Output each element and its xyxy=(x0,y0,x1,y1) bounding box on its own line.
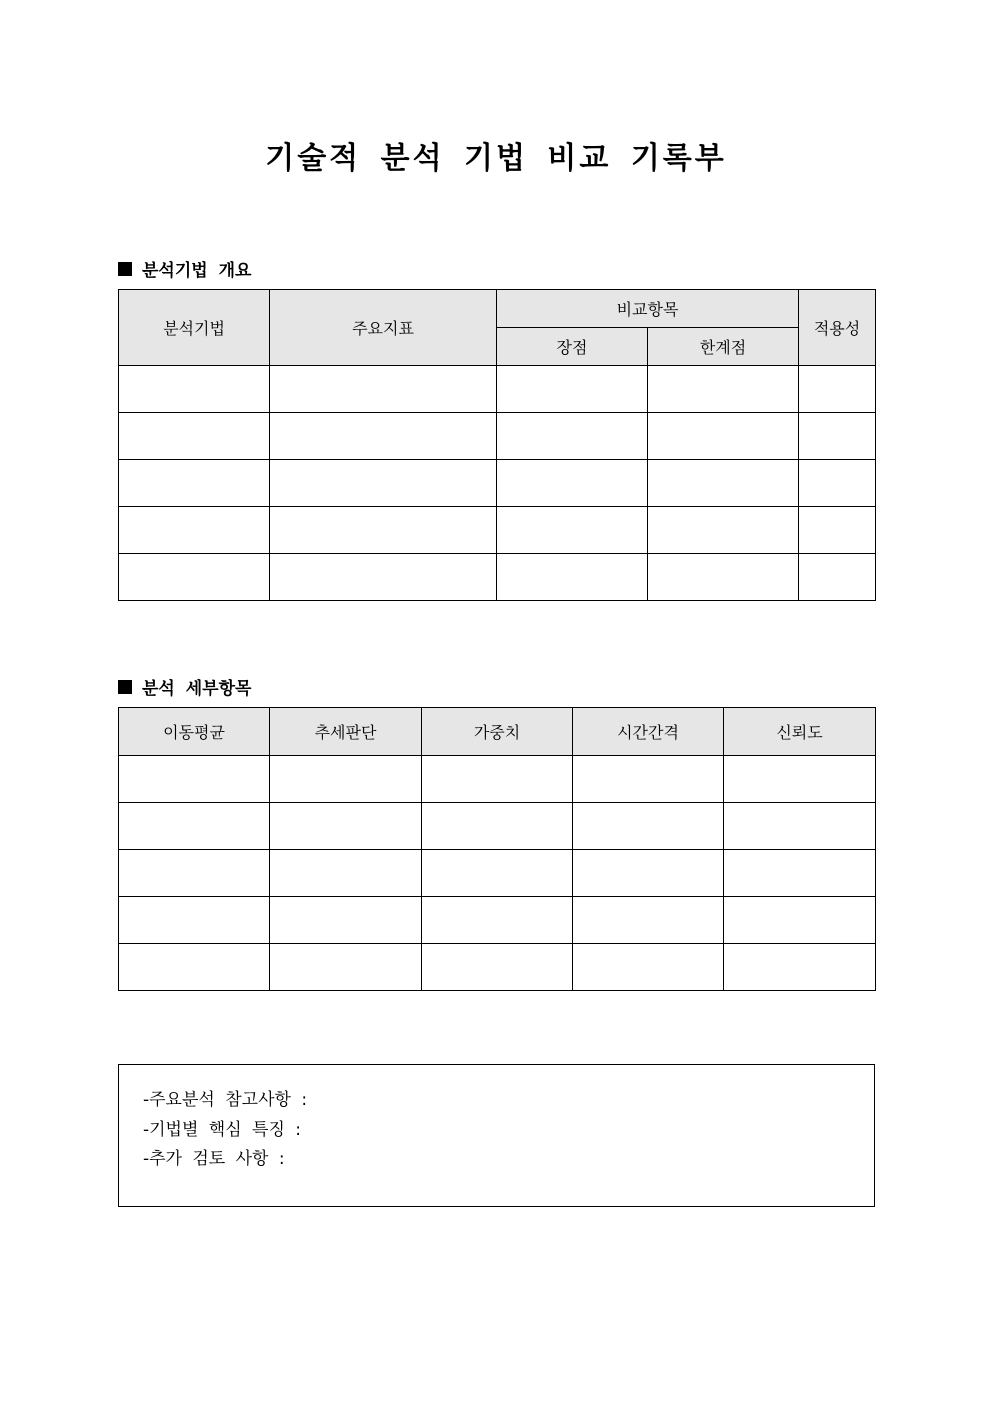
cell[interactable] xyxy=(422,897,573,944)
details-table xyxy=(118,707,876,991)
cell-limits[interactable] xyxy=(648,460,799,507)
section-heading-details xyxy=(118,674,251,699)
cell-method[interactable] xyxy=(119,366,270,413)
section-title: 분석 세부항목 xyxy=(142,679,252,699)
table-row xyxy=(119,803,876,850)
section-title: 분석기법 개요 xyxy=(142,261,252,281)
cell-applicability[interactable] xyxy=(799,507,876,554)
cell[interactable] xyxy=(573,850,724,897)
cell-pros[interactable] xyxy=(497,366,648,413)
table-row xyxy=(119,554,876,601)
cell[interactable] xyxy=(119,803,270,850)
table-row xyxy=(119,850,876,897)
header-interval: 시간간격 xyxy=(573,708,724,756)
cell[interactable] xyxy=(119,944,270,991)
cell[interactable] xyxy=(119,850,270,897)
cell[interactable] xyxy=(119,897,270,944)
cell-applicability[interactable] xyxy=(799,413,876,460)
cell[interactable] xyxy=(270,944,422,991)
cell[interactable] xyxy=(422,756,573,803)
table-row xyxy=(119,366,876,413)
cell[interactable] xyxy=(724,850,876,897)
cell[interactable] xyxy=(270,850,422,897)
header-compare: 비교항목 xyxy=(497,290,799,328)
cell-limits[interactable] xyxy=(648,507,799,554)
cell[interactable] xyxy=(724,756,876,803)
table-row xyxy=(119,413,876,460)
cell-limits[interactable] xyxy=(648,413,799,460)
section-heading-overview xyxy=(118,256,251,281)
cell-method[interactable] xyxy=(119,554,270,601)
cell[interactable] xyxy=(270,803,422,850)
cell[interactable] xyxy=(724,897,876,944)
square-bullet-icon xyxy=(118,680,132,694)
cell[interactable] xyxy=(422,944,573,991)
page-title: 기술적 분석 기법 비교 기록부 xyxy=(265,141,727,176)
note-additional-review: -추가 검토 사항 : xyxy=(143,1149,285,1169)
cell-pros[interactable] xyxy=(497,507,648,554)
cell-indicator[interactable] xyxy=(270,366,497,413)
cell-method[interactable] xyxy=(119,507,270,554)
cell-pros[interactable] xyxy=(497,460,648,507)
cell[interactable] xyxy=(573,803,724,850)
cell[interactable] xyxy=(270,897,422,944)
cell[interactable] xyxy=(422,850,573,897)
cell[interactable] xyxy=(573,756,724,803)
notes-box[interactable] xyxy=(118,1064,875,1207)
cell-pros[interactable] xyxy=(497,554,648,601)
cell-applicability[interactable] xyxy=(799,366,876,413)
cell-indicator[interactable] xyxy=(270,460,497,507)
header-moving-average: 이동평균 xyxy=(119,708,270,756)
header-pros: 장점 xyxy=(497,328,648,366)
cell-pros[interactable] xyxy=(497,413,648,460)
table-row xyxy=(119,507,876,554)
cell-indicator[interactable] xyxy=(270,554,497,601)
table-row xyxy=(119,756,876,803)
header-trend: 추세판단 xyxy=(270,708,422,756)
cell-applicability[interactable] xyxy=(799,554,876,601)
header-reliability: 신뢰도 xyxy=(724,708,876,756)
cell[interactable] xyxy=(422,803,573,850)
table-row xyxy=(119,944,876,991)
cell-indicator[interactable] xyxy=(270,507,497,554)
table-row xyxy=(119,897,876,944)
cell-method[interactable] xyxy=(119,460,270,507)
cell-method[interactable] xyxy=(119,413,270,460)
table-row xyxy=(119,460,876,507)
cell[interactable] xyxy=(573,944,724,991)
cell-limits[interactable] xyxy=(648,366,799,413)
cell[interactable] xyxy=(724,944,876,991)
header-indicator: 주요지표 xyxy=(270,290,497,366)
cell-limits[interactable] xyxy=(648,554,799,601)
cell-indicator[interactable] xyxy=(270,413,497,460)
cell[interactable] xyxy=(119,756,270,803)
square-bullet-icon xyxy=(118,262,132,276)
overview-table xyxy=(118,289,876,601)
note-reference: -주요분석 참고사항 : xyxy=(143,1090,308,1110)
header-limits: 한계점 xyxy=(648,328,799,366)
cell-applicability[interactable] xyxy=(799,460,876,507)
cell[interactable] xyxy=(270,756,422,803)
cell[interactable] xyxy=(573,897,724,944)
header-method: 분석기법 xyxy=(119,290,270,366)
cell[interactable] xyxy=(724,803,876,850)
header-weight: 가중치 xyxy=(422,708,573,756)
header-applicability: 적용성 xyxy=(799,290,876,366)
note-features: -기법별 핵심 특징 : xyxy=(143,1120,302,1140)
